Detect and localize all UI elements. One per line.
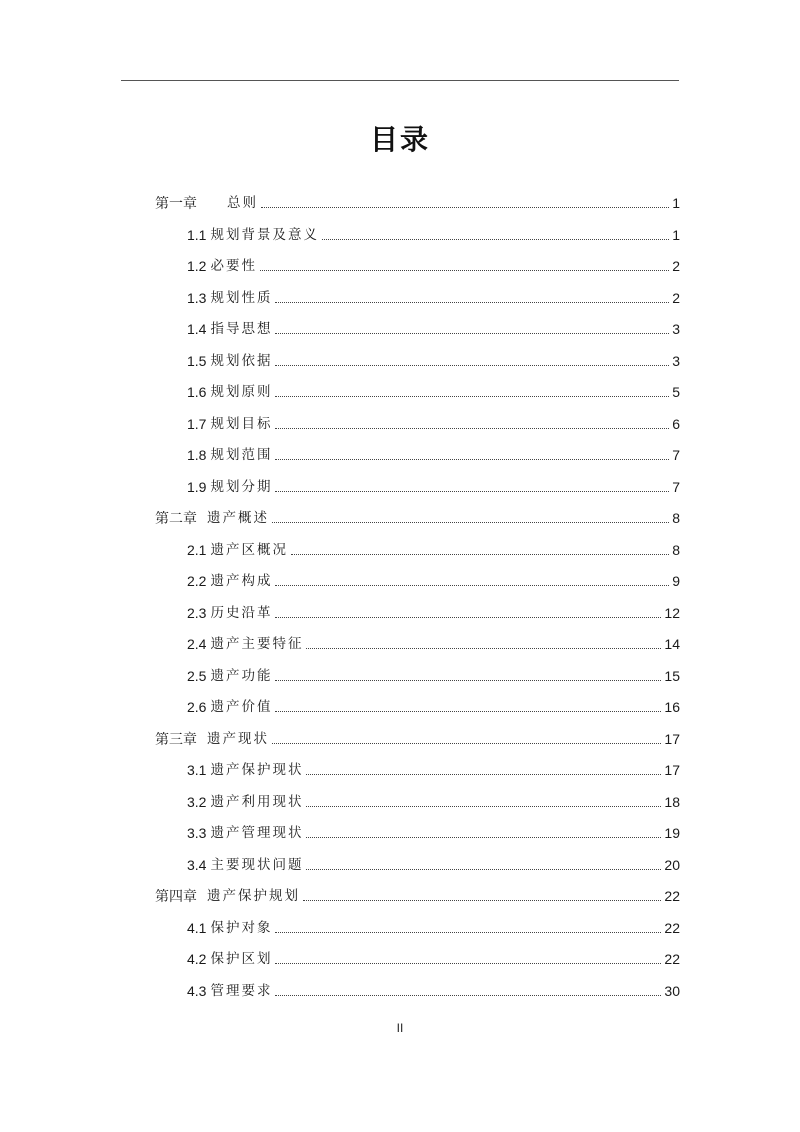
toc-entry-number: 1.1	[187, 226, 207, 243]
toc-entry-title: 遗产概述	[207, 510, 269, 526]
toc-section-entry[interactable]	[187, 312, 680, 338]
toc-entry-title: 规划范围	[210, 447, 273, 463]
toc-entry-page-number: 18	[664, 793, 680, 810]
dot-leader	[275, 396, 669, 397]
dot-leader	[306, 869, 661, 870]
toc-entry-number: 第四章	[155, 888, 197, 904]
toc-entry-title: 遗产区概况	[210, 541, 288, 558]
toc-entry-number: 4.1	[187, 919, 207, 936]
footer-page-number: II	[396, 1021, 404, 1035]
dot-leader	[275, 459, 669, 460]
toc-entry-page-number: 22	[664, 951, 680, 967]
toc-entry-number: 2.4	[187, 636, 207, 652]
toc-entry-number: 1.5	[187, 352, 207, 369]
toc-entry-title: 历史沿革	[210, 604, 273, 621]
page-title: 目录	[369, 123, 430, 156]
toc-entry-page-number: 5	[672, 384, 680, 400]
toc-section-entry[interactable]	[187, 564, 680, 590]
dot-leader	[275, 711, 661, 712]
dot-leader	[275, 995, 661, 996]
toc-entry-title: 规划目标	[210, 415, 273, 432]
toc-section-entry[interactable]	[187, 816, 680, 842]
dot-leader	[275, 428, 669, 429]
toc-entry-title: 保护区划	[210, 951, 273, 967]
toc-entry-number: 3.4	[187, 856, 207, 873]
toc-entry-title: 规划原则	[210, 384, 273, 400]
toc-section-entry[interactable]	[187, 596, 680, 622]
toc-section-entry[interactable]	[187, 218, 680, 244]
toc-entry-page-number: 1	[672, 226, 680, 243]
toc-section-entry[interactable]	[187, 911, 680, 937]
dot-leader	[322, 239, 669, 240]
dot-leader	[275, 932, 661, 933]
toc-entry-page-number: 3	[672, 321, 680, 337]
toc-entry-title: 规划背景及意义	[210, 226, 319, 243]
toc-entry-title: 总则	[227, 195, 258, 211]
toc-entry-number: 4.2	[187, 951, 207, 967]
toc-entry-page-number: 9	[672, 573, 680, 589]
toc-section-entry[interactable]	[187, 281, 680, 307]
toc-entry-page-number: 7	[672, 447, 680, 463]
toc-entry-title: 管理要求	[210, 982, 273, 999]
toc-section-entry[interactable]	[187, 344, 680, 370]
toc-entry-title: 主要现状问题	[210, 856, 304, 873]
toc-entry-number: 3.1	[187, 762, 207, 778]
dot-leader	[306, 648, 661, 649]
toc-entry-title: 遗产保护规划	[207, 888, 300, 904]
toc-entry-number: 第二章	[155, 510, 197, 526]
toc-section-entry[interactable]	[187, 942, 680, 968]
toc-section-entry[interactable]	[187, 690, 680, 716]
toc-entry-title: 遗产主要特征	[210, 636, 304, 652]
toc-entry-page-number: 1	[672, 195, 680, 211]
dot-leader	[272, 522, 669, 523]
toc-entry-number: 4.3	[187, 982, 207, 999]
toc-entry-title: 指导思想	[210, 321, 273, 337]
toc-entry-title: 必要性	[210, 258, 257, 274]
toc-entry-number: 1.6	[187, 384, 207, 400]
toc-entry-page-number: 15	[664, 667, 680, 684]
toc-entry-page-number: 30	[664, 982, 680, 999]
toc-entry-page-number: 2	[672, 258, 680, 274]
toc-entry-title: 遗产功能	[210, 667, 273, 684]
toc-entry-title: 保护对象	[210, 919, 273, 936]
toc-entry-page-number: 20	[664, 856, 680, 873]
toc-entry-page-number: 6	[672, 415, 680, 432]
toc-entry-number: 第三章	[155, 730, 197, 747]
toc-entry-title: 规划性质	[210, 289, 273, 306]
dot-leader	[275, 365, 669, 366]
dot-leader	[275, 680, 661, 681]
header-rule	[121, 80, 679, 81]
dot-leader	[275, 302, 669, 303]
toc-entry-number: 2.1	[187, 541, 207, 558]
toc-chapter-entry[interactable]	[155, 501, 680, 527]
toc-entry-number: 1.4	[187, 321, 207, 337]
toc-entry-number: 1.2	[187, 258, 207, 274]
toc-entry-number: 2.3	[187, 604, 207, 621]
toc-entry-page-number: 7	[672, 478, 680, 495]
dot-leader	[291, 554, 669, 555]
toc-section-entry[interactable]	[187, 974, 680, 1000]
dot-leader	[260, 270, 669, 271]
toc-chapter-entry[interactable]	[155, 186, 680, 212]
toc-section-entry[interactable]	[187, 848, 680, 874]
toc-section-entry[interactable]	[187, 785, 680, 811]
dot-leader	[275, 963, 661, 964]
toc-entry-page-number: 8	[672, 541, 680, 558]
toc-entry-number: 第一章	[155, 195, 197, 211]
toc-entry-page-number: 3	[672, 352, 680, 369]
dot-leader	[261, 207, 669, 208]
dot-leader	[306, 806, 661, 807]
toc-entry-number: 2.2	[187, 573, 207, 589]
dot-leader	[272, 743, 661, 744]
toc-section-entry[interactable]	[187, 659, 680, 685]
toc-entry-number: 3.3	[187, 825, 207, 841]
toc-entry-number: 1.7	[187, 415, 207, 432]
toc-entry-page-number: 12	[664, 604, 680, 621]
toc-section-entry[interactable]	[187, 407, 680, 433]
toc-entry-title: 遗产构成	[210, 573, 273, 589]
toc-section-entry[interactable]	[187, 438, 680, 464]
dot-leader	[275, 585, 669, 586]
toc-entry-title: 遗产利用现状	[210, 793, 304, 810]
toc-entry-title: 规划分期	[210, 478, 273, 495]
toc-entry-number: 2.6	[187, 699, 207, 715]
toc-chapter-entry[interactable]	[155, 879, 680, 905]
toc-chapter-entry[interactable]	[155, 722, 680, 748]
toc-section-entry[interactable]	[187, 470, 680, 496]
toc-entry-page-number: 16	[664, 699, 680, 715]
toc-entry-number: 1.3	[187, 289, 207, 306]
toc-entry-page-number: 8	[672, 510, 680, 526]
toc-entry-page-number: 22	[664, 919, 680, 936]
toc-entry-number: 1.9	[187, 478, 207, 495]
dot-leader	[303, 900, 661, 901]
toc-entry-page-number: 22	[664, 888, 680, 904]
toc-entry-page-number: 17	[664, 730, 680, 747]
toc-section-entry[interactable]	[187, 249, 680, 275]
dot-leader	[306, 774, 661, 775]
toc-entry-title: 规划依据	[210, 352, 273, 369]
toc-entry-title: 遗产价值	[210, 699, 273, 715]
toc-entry-page-number: 14	[664, 636, 680, 652]
toc-section-entry[interactable]	[187, 627, 680, 653]
toc-entry-page-number: 19	[664, 825, 680, 841]
toc-entry-title: 遗产保护现状	[210, 762, 304, 778]
dot-leader	[306, 837, 661, 838]
toc-section-entry[interactable]	[187, 753, 680, 779]
toc-entry-title: 遗产管理现状	[210, 825, 304, 841]
dot-leader	[275, 491, 669, 492]
toc-section-entry[interactable]	[187, 375, 680, 401]
toc-entry-page-number: 2	[672, 289, 680, 306]
toc-entry-number: 3.2	[187, 793, 207, 810]
dot-leader	[275, 617, 661, 618]
toc-entry-page-number: 17	[664, 762, 680, 778]
toc-section-entry[interactable]	[187, 533, 680, 559]
toc-entry-number: 1.8	[187, 447, 207, 463]
toc-entry-number: 2.5	[187, 667, 207, 684]
dot-leader	[275, 333, 669, 334]
toc-entry-title: 遗产现状	[207, 730, 269, 747]
